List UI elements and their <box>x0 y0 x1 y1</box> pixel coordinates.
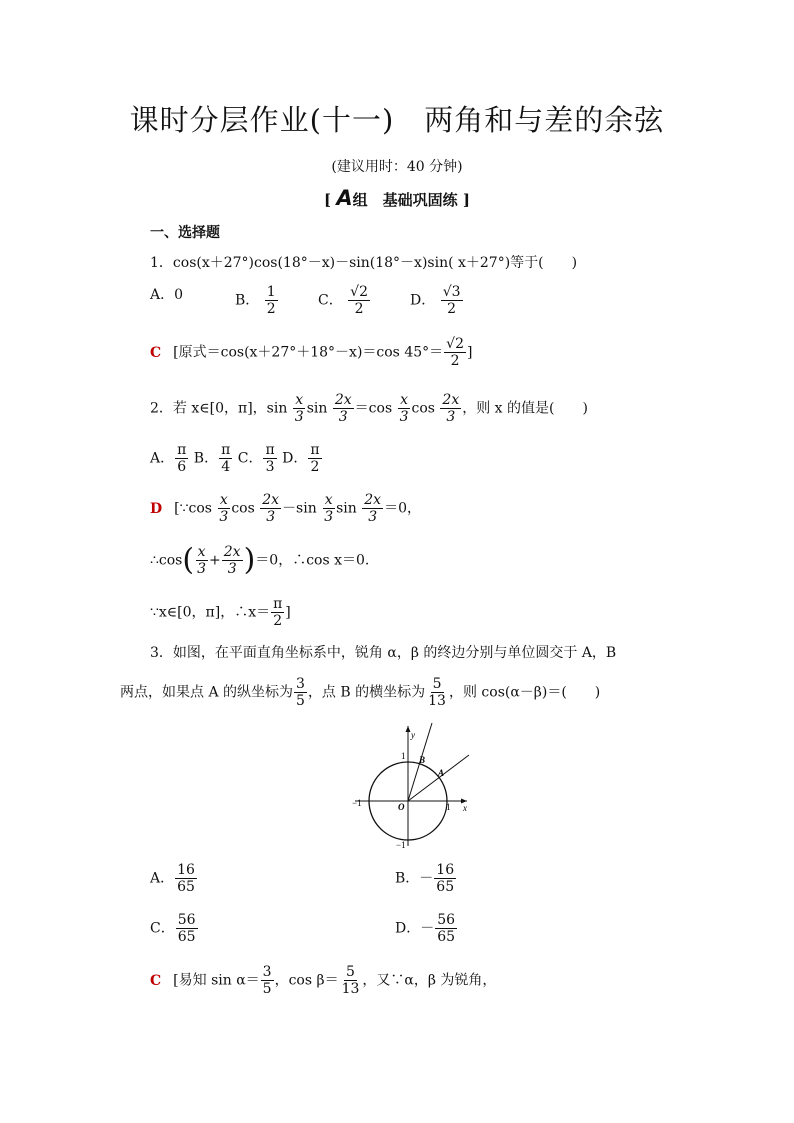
q1-option-c <box>318 284 371 317</box>
solution-text: ∵x∈[0，π]，∴x＝ <box>150 604 271 621</box>
q2-stem <box>150 392 588 425</box>
bracket-left: [ <box>324 191 332 209</box>
unit-circle-figure <box>345 718 480 850</box>
q1-answer: C <box>150 344 162 361</box>
fraction: $\frac{56}{65}$ <box>177 912 196 945</box>
left-paren: ( <box>182 542 195 578</box>
option-label: D． <box>395 920 421 937</box>
x-label: x <box>463 803 467 813</box>
q3-option-a <box>150 862 198 895</box>
q3-number: 3． <box>150 645 173 661</box>
q2-solution-line2: ∴cos( $\frac{x}{3}$ + $\frac{2x}{3}$ )＝0，∴cos x＝0. <box>150 542 370 578</box>
q3-answer: C <box>150 972 162 989</box>
group-letter: A <box>336 186 353 210</box>
option-label: C． <box>237 450 263 467</box>
stem-text: sin <box>306 400 332 417</box>
fraction: $\frac{2x}{3}$ <box>442 392 460 425</box>
solution-text: ＝0， <box>384 500 421 517</box>
q1-stem <box>150 252 577 274</box>
fraction: $\frac{16}{65}$ <box>177 862 195 895</box>
fraction: $\frac{2x}{3}$ <box>262 492 280 525</box>
fraction: $\frac{16}{65}$ <box>436 862 455 895</box>
q3-option-b <box>395 862 457 895</box>
group-label: 组 基础巩固练 <box>352 191 458 209</box>
option-label: A． <box>150 450 175 467</box>
q1-option-b <box>235 284 279 317</box>
solution-text: [易知 sin α＝ <box>173 972 260 989</box>
option-label: D． <box>282 450 308 467</box>
fraction: $\frac{\pi}{2}$ <box>310 442 320 475</box>
q1-text: cos(x＋27°)cos(18°－x)－sin(18°－x)sin( x＋27°)等于( ) <box>172 255 578 271</box>
fraction: $\frac{√3}{2}$ <box>442 284 461 317</box>
stem-text: ＝cos <box>354 400 397 417</box>
option-label: D． <box>410 292 436 309</box>
q1-solution <box>150 336 472 369</box>
fraction: $\frac{√2}{2}$ <box>350 284 369 317</box>
solution-text: －sin <box>282 500 322 517</box>
fraction: $\frac{\pi}{4}$ <box>221 442 231 475</box>
tick-label-left: −1 <box>352 798 362 808</box>
q2-solution-line3 <box>150 596 291 629</box>
q2-number: 2． <box>150 400 173 417</box>
option-label: C． <box>318 292 343 309</box>
stem-text: 如图，在平面直角坐标系中，锐角 α，β 的终边分别与单位圆交于 A，B <box>172 645 617 661</box>
q2-solution-line1 <box>150 492 421 525</box>
stem-text: cos <box>411 400 440 417</box>
solution-text: ＝0，∴cos x＝0. <box>255 552 370 569</box>
solution-text: ，cos β＝ <box>274 972 339 989</box>
option-label: A． <box>150 287 175 303</box>
right-paren: ) <box>243 542 256 578</box>
stem-text: 若 x∈[0，π]，sin <box>172 400 292 417</box>
option-label: A． <box>150 870 175 887</box>
fraction: $\frac{x}{3}$ <box>294 392 304 425</box>
fraction: $\frac{x}{3}$ <box>324 492 334 525</box>
tick-label-bottom: −1 <box>396 840 406 850</box>
fraction: $\frac{2x}{3}$ <box>364 492 382 525</box>
fraction: $\frac{2x}{3}$ <box>223 544 241 577</box>
q2-answer: D <box>150 500 163 517</box>
q2-options <box>150 442 323 475</box>
point-b-label: B <box>419 755 426 765</box>
solution-text: ，又∵α，β 为锐角， <box>362 972 497 989</box>
fraction: $\frac{5}{13}$ <box>341 964 360 997</box>
section-heading: 一、选择题 <box>150 225 220 241</box>
stem-text: ，则 cos(α－β)＝( ) <box>448 684 601 701</box>
solution-text: ∴cos <box>150 552 183 569</box>
tick-label-right: 1 <box>446 802 451 812</box>
fraction: $\frac{3}{5}$ <box>262 964 272 997</box>
ray-alpha <box>408 755 469 801</box>
stem-text: ，点 B 的横坐标为 <box>307 684 426 701</box>
option-label: C． <box>150 920 175 937</box>
tick-label-top: 1 <box>401 751 406 761</box>
fraction: $\frac{x}{3}$ <box>219 492 229 525</box>
fraction: $\frac{x}{3}$ <box>399 392 409 425</box>
option-label: B． <box>235 292 260 309</box>
bracket-right: ] <box>462 191 470 209</box>
page-title: 课时分层作业(十一) 两角和与差的余弦 <box>129 103 665 137</box>
fraction: $\frac{5}{13}$ <box>428 676 446 709</box>
q3-stem-line1 <box>150 642 616 664</box>
q1-number: 1． <box>150 255 173 271</box>
option-sign: － <box>419 870 434 887</box>
option-label: B． <box>193 450 219 467</box>
option-sign: － <box>420 920 435 937</box>
fraction: $\frac{x}{3}$ <box>197 544 207 577</box>
fraction: $\frac{\pi}{3}$ <box>265 442 275 475</box>
origin-label: O <box>398 802 405 812</box>
point-a-label: A <box>438 768 445 778</box>
solution-text: ] <box>466 344 473 361</box>
fraction: $\frac{2x}{3}$ <box>334 392 352 425</box>
fraction: $\frac{√2}{2}$ <box>446 336 464 369</box>
solution-text: ] <box>285 604 291 621</box>
stem-text: 两点，如果点 A 的纵坐标为 <box>120 684 294 701</box>
fraction: $\frac{\pi}{2}$ <box>273 596 283 629</box>
option-label: B． <box>395 870 420 887</box>
solution-text: sin <box>336 500 362 517</box>
suggested-time: (建议用时：40 分钟) <box>331 159 463 175</box>
q3-option-c <box>150 912 199 945</box>
q3-stem-line2 <box>120 676 600 709</box>
fraction: $\frac{3}{5}$ <box>296 676 305 709</box>
stem-text: ，则 x 的值是( ) <box>462 400 588 417</box>
group-heading <box>0 186 794 210</box>
y-label: y <box>411 730 415 740</box>
solution-text: [原式＝cos(x＋27°＋18°－x)＝cos 45°＝ <box>173 344 444 361</box>
fraction: $\frac{1}{2}$ <box>266 284 276 317</box>
option-value: 0 <box>174 287 184 303</box>
solution-text: cos <box>231 500 260 517</box>
q1-option-d <box>410 284 464 317</box>
fraction: $\frac{56}{65}$ <box>437 912 456 945</box>
q1-option-a <box>150 284 183 306</box>
q3-option-d <box>395 912 458 945</box>
y-arrow <box>406 726 411 732</box>
solution-text: [∵cos <box>174 500 217 517</box>
fraction: $\frac{\pi}{6}$ <box>177 442 187 475</box>
q3-solution <box>150 964 496 997</box>
